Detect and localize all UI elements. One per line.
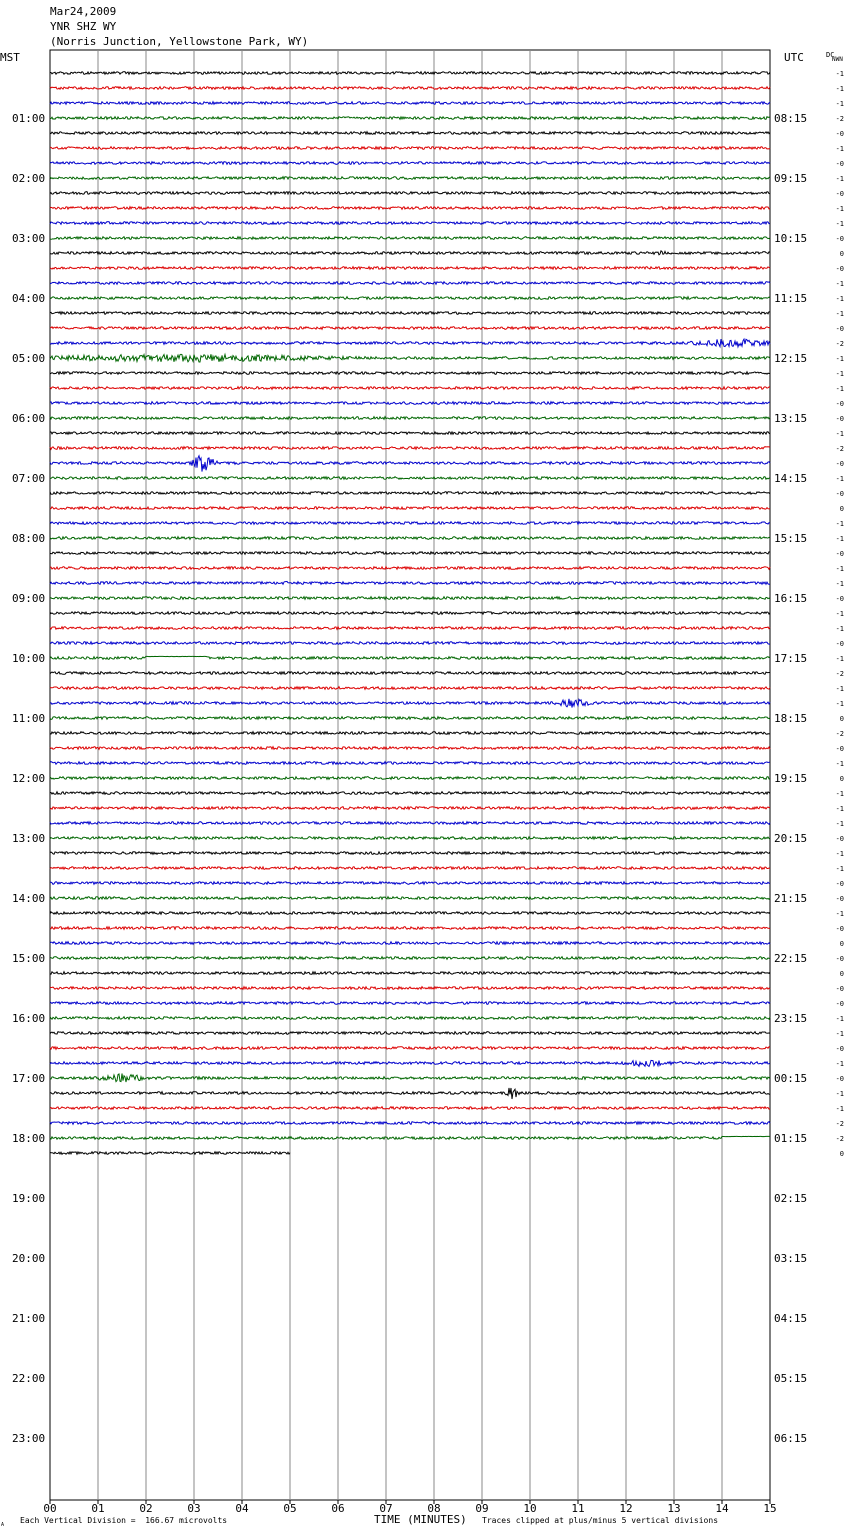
utc-hour-label: 22:15 [774,952,808,965]
dc-offset-label: -1 [835,625,844,633]
utc-hour-label: 13:15 [774,412,808,425]
mst-hour-label: 05:00 [12,352,46,365]
dc-offset-label: -1 [835,85,844,93]
utc-hour-label: 05:15 [774,1372,808,1385]
x-tick-label: 05 [283,1502,297,1515]
dc-offset-label: -0 [835,235,844,243]
seismogram-trace [50,192,770,195]
mst-hour-label: 09:00 [12,592,46,605]
seismogram-trace [50,237,770,240]
seismogram-trace [50,762,770,765]
station-label: YNR SHZ WY [50,20,117,33]
utc-hour-label: 12:15 [774,352,808,365]
dc-offset-label: -1 [835,850,844,858]
dc-offset-label: -1 [835,355,844,363]
dc-offset-label: -1 [835,100,844,108]
seismogram-trace [50,1047,770,1050]
dc-offset-label: -1 [835,295,844,303]
mst-hour-label: 03:00 [12,232,46,245]
dc-offset-label: -1 [835,70,844,78]
seismogram-trace [50,597,770,600]
seismogram-trace [50,117,770,120]
mst-label: MST [0,51,20,64]
x-tick-label: 07 [379,1502,393,1515]
seismogram-trace [50,1002,770,1005]
dc-offset-label: -2 [835,445,844,453]
seismogram-trace [50,477,770,480]
utc-hour-label: 17:15 [774,652,808,665]
seismogram-trace [50,627,770,630]
dc-offset-label: -1 [835,205,844,213]
dc-offset-label: -0 [835,160,844,168]
dc-offset-label: -0 [835,415,844,423]
seismogram-trace [50,102,770,105]
mst-hour-label: 17:00 [12,1072,46,1085]
dc-offset-label: -1 [835,280,844,288]
seismogram-trace [50,456,770,472]
seismogram-trace [50,1088,770,1099]
utc-hour-label: 02:15 [774,1192,808,1205]
seismogram-trace [50,537,770,540]
x-tick-label: 11 [571,1502,585,1515]
seismogram-trace [50,567,770,570]
seismogram-trace [50,1122,770,1125]
seismogram-trace [50,282,770,285]
dc-offset-label: -0 [835,190,844,198]
utc-hour-label: 01:15 [774,1132,808,1145]
mst-hour-label: 21:00 [12,1312,46,1325]
dc-offset-label: -1 [835,910,844,918]
mst-hour-label: 22:00 [12,1372,46,1385]
mst-hour-label: 14:00 [12,892,46,905]
seismogram-trace [50,522,770,525]
utc-hour-label: 10:15 [774,232,808,245]
seismogram-trace [50,927,770,930]
dc-offset-label: 0 [839,1150,844,1158]
seismogram-trace [50,492,770,495]
dc-offset-label: -1 [835,520,844,528]
dc-offset-label: -0 [835,595,844,603]
dc-offset-label: -1 [835,685,844,693]
mst-hour-label: 23:00 [12,1432,46,1445]
dc-offset-label: -0 [835,490,844,498]
dc-offset-label: -1 [835,430,844,438]
utc-hour-label: 23:15 [774,1012,808,1025]
seismogram-trace [50,1060,770,1066]
utc-hour-label: 14:15 [774,472,808,485]
dc-offset-label: -1 [835,565,844,573]
seismogram-trace [50,222,770,225]
seismogram-trace [50,942,770,945]
corner-mark: A [1,1522,5,1528]
seismogram-trace [50,177,770,180]
seismogram-trace [50,1152,290,1155]
dc-offset-label: -2 [835,115,844,123]
seismogram-trace [50,267,770,270]
seismogram-trace [50,972,770,975]
x-tick-label: 09 [475,1502,489,1515]
x-tick-label: 02 [139,1502,153,1515]
mst-hour-label: 06:00 [12,412,46,425]
mst-hour-label: 20:00 [12,1252,46,1265]
dc-offset-label: -1 [835,1060,844,1068]
seismogram-trace [50,354,770,362]
mst-hour-label: 01:00 [12,112,46,125]
x-tick-label: 10 [523,1502,537,1515]
dc-offset-label: -1 [835,655,844,663]
dc-offset-label: 0 [839,970,844,978]
dc-offset-label: -1 [835,700,844,708]
utc-hour-label: 20:15 [774,832,808,845]
seismogram-trace [50,1107,770,1110]
dc-offset-label: 0 [839,250,844,258]
dc-offset-label: -1 [835,1030,844,1038]
mst-hour-label: 16:00 [12,1012,46,1025]
dc-offset-label: 0 [839,940,844,948]
dc-offset-label: -0 [835,130,844,138]
utc-hour-label: 03:15 [774,1252,808,1265]
dc-offset-label: -1 [835,610,844,618]
seismogram-trace [50,732,770,735]
utc-hour-label: 04:15 [774,1312,808,1325]
seismogram-trace [50,72,770,75]
seismogram-trace [50,432,770,435]
utc-hour-label: 11:15 [774,292,808,305]
seismogram-trace [50,897,770,900]
mst-hour-label: 10:00 [12,652,46,665]
utc-label: UTC [784,51,804,64]
mst-hour-label: 18:00 [12,1132,46,1145]
date-label: Mar24,2009 [50,5,117,18]
seismogram-trace [50,852,770,855]
dc-offset-label: -1 [835,820,844,828]
dc-offset-label: -0 [835,1075,844,1083]
seismogram-trace [50,327,770,330]
mst-hour-label: 08:00 [12,532,46,545]
seismogram-trace [50,656,770,659]
seismogram-trace [50,251,770,255]
dc-offset-label: -0 [835,925,844,933]
nwn-label: NWN [832,56,843,63]
dc-offset-label: -0 [835,745,844,753]
dc-offset-label: 0 [839,505,844,513]
dc-offset-label: -1 [835,1015,844,1023]
seismogram-trace [50,807,770,810]
seismogram-trace [50,87,770,90]
seismogram-trace [50,1032,770,1035]
scale-note: Each Vertical Division = 166.67 microvolts [20,1516,228,1525]
dc-offset-label: -1 [835,805,844,813]
dc-offset-label: -2 [835,730,844,738]
x-tick-label: 15 [763,1502,777,1515]
seismogram-trace [50,402,770,405]
seismogram-trace [50,792,770,795]
dc-offset-label: 0 [839,775,844,783]
seismogram-trace [50,1074,770,1083]
seismogram-trace [50,312,770,315]
dc-label: DC [826,51,835,59]
utc-hour-label: 06:15 [774,1432,808,1445]
x-tick-label: 04 [235,1502,249,1515]
x-tick-label: 06 [331,1502,345,1515]
dc-offset-label: -0 [835,460,844,468]
mst-hour-label: 02:00 [12,172,46,185]
mst-hour-label: 04:00 [12,292,46,305]
mst-hour-label: 11:00 [12,712,46,725]
x-tick-label: 01 [91,1502,105,1515]
dc-offset-label: -0 [835,985,844,993]
seismogram-trace [50,372,770,375]
dc-offset-label: -1 [835,1105,844,1113]
utc-hour-label: 21:15 [774,892,808,905]
mst-hour-label: 13:00 [12,832,46,845]
utc-hour-label: 19:15 [774,772,808,785]
seismogram-trace [50,447,770,450]
dc-offset-label: 0 [839,715,844,723]
mst-hour-label: 15:00 [12,952,46,965]
dc-offset-label: -1 [835,175,844,183]
utc-hour-label: 08:15 [774,112,808,125]
dc-offset-label: -1 [835,385,844,393]
seismogram-trace [50,417,770,420]
dc-offset-label: -1 [835,865,844,873]
utc-hour-label: 18:15 [774,712,808,725]
seismogram-trace [50,822,770,825]
dc-offset-label: -2 [835,340,844,348]
dc-offset-label: -0 [835,325,844,333]
seismogram-trace [50,717,770,720]
clip-note: Traces clipped at plus/minus 5 vertical divisions [482,1516,719,1525]
seismogram-trace [50,1136,770,1139]
seismogram-trace [50,612,770,615]
dc-offset-label: -2 [835,1135,844,1143]
seismogram-trace [50,207,770,210]
utc-hour-label: 00:15 [774,1072,808,1085]
dc-offset-label: -2 [835,670,844,678]
seismogram-trace [50,912,770,915]
seismogram-trace [50,672,770,675]
seismogram-trace [50,339,770,347]
mst-hour-label: 12:00 [12,772,46,785]
seismogram-trace [50,387,770,390]
utc-hour-label: 09:15 [774,172,808,185]
seismogram-trace [50,132,770,135]
x-axis-title: TIME (MINUTES) [374,1513,467,1526]
seismogram-trace [50,642,770,645]
seismogram-trace [50,552,770,555]
seismogram-trace [50,747,770,750]
dc-offset-label: -1 [835,535,844,543]
seismogram-traces [50,72,770,1155]
x-tick-label: 12 [619,1502,633,1515]
dc-offset-label: -1 [835,220,844,228]
utc-hour-label: 15:15 [774,532,808,545]
mst-hour-label: 19:00 [12,1192,46,1205]
seismogram-trace [50,162,770,165]
dc-offset-label: -1 [835,310,844,318]
seismogram-trace [50,837,770,840]
mst-hour-label: 07:00 [12,472,46,485]
dc-offset-label: -1 [835,580,844,588]
location-label: (Norris Junction, Yellowstone Park, WY) [50,35,309,48]
dc-offset-label: -2 [835,1120,844,1128]
seismogram-trace [50,699,770,708]
dc-offset-label: -0 [835,835,844,843]
seismogram-trace [50,882,770,885]
dc-offset-label: -0 [835,955,844,963]
x-tick-label: 00 [43,1502,57,1515]
dc-offset-label: -1 [835,1090,844,1098]
dc-offset-label: -0 [835,895,844,903]
dc-offset-label: -0 [835,550,844,558]
seismogram-trace [50,957,770,960]
seismogram-trace [50,147,770,150]
dc-offset-label: -0 [835,265,844,273]
seismogram-trace [50,1017,770,1020]
dc-offset-label: -0 [835,640,844,648]
utc-hour-label: 16:15 [774,592,808,605]
seismogram-trace [50,581,770,584]
seismogram-trace [50,777,770,780]
seismogram-trace [50,867,770,870]
dc-offset-label: -1 [835,145,844,153]
dc-offset-label: -1 [835,790,844,798]
dc-offset-label: -0 [835,1000,844,1008]
dc-offset-label: -1 [835,760,844,768]
dc-offset-label: -0 [835,400,844,408]
dc-offset-label: -0 [835,1045,844,1053]
x-tick-label: 13 [667,1502,681,1515]
seismogram-trace [50,297,770,300]
x-tick-label: 14 [715,1502,729,1515]
seismogram-trace [50,687,770,690]
x-tick-label: 08 [427,1502,441,1515]
seismogram-trace [50,507,770,510]
dc-offset-label: -1 [835,475,844,483]
dc-offset-label: -1 [835,370,844,378]
x-tick-label: 03 [187,1502,201,1515]
seismogram-trace [50,987,770,990]
dc-offset-label: -0 [835,880,844,888]
